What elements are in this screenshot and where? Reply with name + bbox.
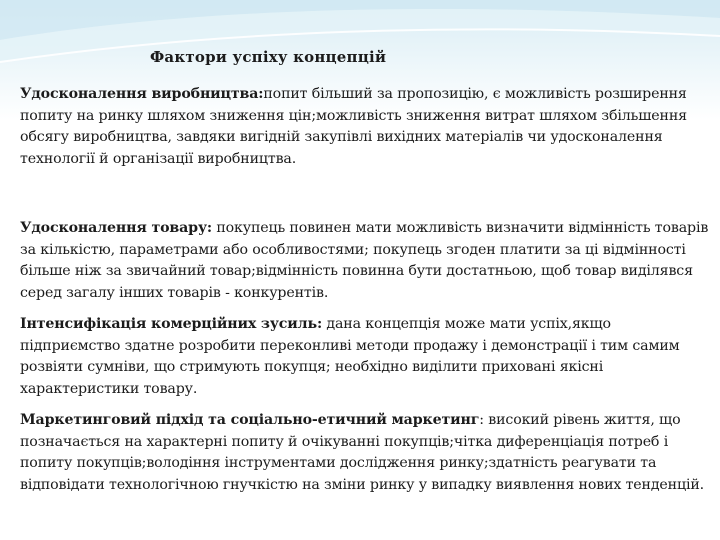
factor-heading: Удосконалення виробництва: — [20, 86, 264, 102]
factor-text: дана концепція може мати успіх,якщо підприємство здатне розробити переконливі методи продажу і демонстрації і тим самим розвіяти сумніви, що стримують покупця; необхідно виділити приховані якісні характеристики товару. — [20, 316, 680, 397]
factor-text: покупець повинен мати можливість визначити відмінність товарів за кількістю, параметрами або особливостями; покупець згоден платити за ці відмінності більше ніж за звичайний товар;відмінність повинна бути достатньою, щоб товар виділявся серед загалу інших товарів - конкурентів. — [20, 220, 709, 301]
factor-block-marketing — [20, 410, 714, 496]
slide-title: Фактори успіху концепцій — [150, 48, 387, 66]
factor-block-selling — [20, 314, 714, 400]
factor-block-product — [20, 218, 714, 304]
factor-block-production — [20, 84, 714, 170]
factor-heading: Удосконалення товару: — [20, 220, 212, 236]
factor-text: попит більший за пропозицію, є можливість розширення попиту на ринку шляхом зниження цін;можливість зниження витрат шляхом збільшення обсягу виробництва, завдяки вигідній закупівлі вихідних матеріалів чи удосконалення технології й організації виробництва. — [20, 86, 687, 167]
factor-text: : високий рівень життя, що позначається на характерні попиту й очікуванні покупців;чітка диференціація потреб і попиту покупців;володіння інструментами дослідження ринку;здатність реагувати та відповідати технологічною гнучкістю на зміни ринку у випадку виявлення нових тенденцій. — [20, 412, 705, 493]
factor-heading: Інтенсифікація комерційних зусиль: — [20, 316, 323, 332]
factor-heading: Маркетинговий підхід та соціально-етичний маркетинг — [20, 412, 480, 428]
header-swoosh-decoration — [0, 0, 720, 90]
